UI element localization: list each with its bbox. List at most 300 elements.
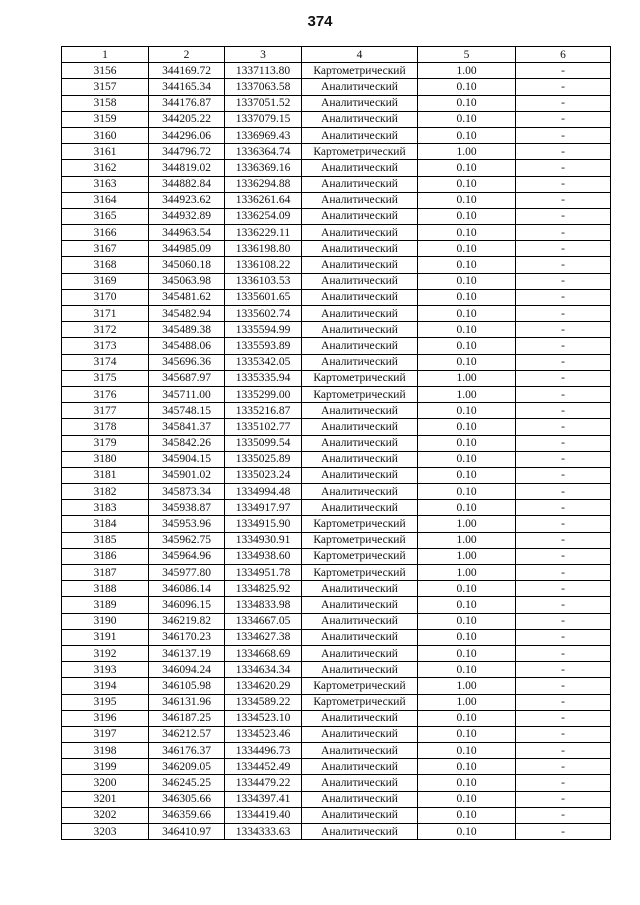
x-coordinate-cell: 346137.19 <box>149 645 225 661</box>
note-cell: - <box>516 807 611 823</box>
note-cell: - <box>516 160 611 176</box>
point-number-cell: 3195 <box>62 694 149 710</box>
accuracy-cell: 1.00 <box>418 532 516 548</box>
method-cell: Аналитический <box>302 613 418 629</box>
method-cell: Аналитический <box>302 629 418 645</box>
y-coordinate-cell: 1336108.22 <box>225 257 302 273</box>
x-coordinate-cell: 346176.37 <box>149 743 225 759</box>
table-row <box>62 484 611 500</box>
point-number-cell: 3196 <box>62 710 149 726</box>
method-cell: Картометрический <box>302 678 418 694</box>
x-coordinate-cell: 345904.15 <box>149 451 225 467</box>
table-row <box>62 273 611 289</box>
accuracy-cell: 1.00 <box>418 694 516 710</box>
point-number-cell: 3194 <box>62 678 149 694</box>
table-body <box>62 63 611 840</box>
accuracy-cell: 1.00 <box>418 565 516 581</box>
point-number-cell: 3193 <box>62 662 149 678</box>
point-number-cell: 3197 <box>62 726 149 742</box>
accuracy-cell: 0.10 <box>418 322 516 338</box>
method-cell: Картометрический <box>302 694 418 710</box>
point-number-cell: 3190 <box>62 613 149 629</box>
y-coordinate-cell: 1337079.15 <box>225 111 302 127</box>
table-row <box>62 678 611 694</box>
point-number-cell: 3181 <box>62 467 149 483</box>
note-cell: - <box>516 354 611 370</box>
x-coordinate-cell: 346212.57 <box>149 726 225 742</box>
note-cell: - <box>516 192 611 208</box>
accuracy-cell: 0.10 <box>418 435 516 451</box>
y-coordinate-cell: 1334825.92 <box>225 581 302 597</box>
table-row <box>62 144 611 160</box>
point-number-cell: 3161 <box>62 144 149 160</box>
x-coordinate-cell: 345977.80 <box>149 565 225 581</box>
y-coordinate-cell: 1337113.80 <box>225 63 302 79</box>
note-cell: - <box>516 241 611 257</box>
point-number-cell: 3170 <box>62 289 149 305</box>
note-cell: - <box>516 208 611 224</box>
point-number-cell: 3191 <box>62 629 149 645</box>
x-coordinate-cell: 346209.05 <box>149 759 225 775</box>
point-number-cell: 3165 <box>62 208 149 224</box>
accuracy-cell: 0.10 <box>418 726 516 742</box>
note-cell: - <box>516 581 611 597</box>
column-header: 4 <box>302 47 418 63</box>
note-cell: - <box>516 111 611 127</box>
point-number-cell: 3166 <box>62 225 149 241</box>
x-coordinate-cell: 345842.26 <box>149 435 225 451</box>
accuracy-cell: 0.10 <box>418 306 516 322</box>
accuracy-cell: 0.10 <box>418 225 516 241</box>
y-coordinate-cell: 1334915.90 <box>225 516 302 532</box>
note-cell: - <box>516 127 611 143</box>
y-coordinate-cell: 1336969.43 <box>225 127 302 143</box>
y-coordinate-cell: 1335601.65 <box>225 289 302 305</box>
table-row <box>62 791 611 807</box>
point-number-cell: 3162 <box>62 160 149 176</box>
method-cell: Аналитический <box>302 111 418 127</box>
note-cell: - <box>516 273 611 289</box>
method-cell: Аналитический <box>302 662 418 678</box>
point-number-cell: 3174 <box>62 354 149 370</box>
x-coordinate-cell: 346410.97 <box>149 824 225 840</box>
point-number-cell: 3199 <box>62 759 149 775</box>
accuracy-cell: 0.10 <box>418 824 516 840</box>
point-number-cell: 3176 <box>62 386 149 402</box>
note-cell: - <box>516 613 611 629</box>
note-cell: - <box>516 726 611 742</box>
note-cell: - <box>516 95 611 111</box>
y-coordinate-cell: 1334333.63 <box>225 824 302 840</box>
x-coordinate-cell: 344205.22 <box>149 111 225 127</box>
table-row <box>62 824 611 840</box>
accuracy-cell: 0.10 <box>418 79 516 95</box>
method-cell: Аналитический <box>302 484 418 500</box>
method-cell: Аналитический <box>302 435 418 451</box>
y-coordinate-cell: 1335593.89 <box>225 338 302 354</box>
method-cell: Аналитический <box>302 775 418 791</box>
x-coordinate-cell: 346096.15 <box>149 597 225 613</box>
x-coordinate-cell: 345482.94 <box>149 306 225 322</box>
x-coordinate-cell: 345060.18 <box>149 257 225 273</box>
table-row <box>62 613 611 629</box>
table-row <box>62 370 611 386</box>
x-coordinate-cell: 345687.97 <box>149 370 225 386</box>
y-coordinate-cell: 1336261.64 <box>225 192 302 208</box>
y-coordinate-cell: 1335102.77 <box>225 419 302 435</box>
point-number-cell: 3201 <box>62 791 149 807</box>
y-coordinate-cell: 1335342.05 <box>225 354 302 370</box>
note-cell: - <box>516 743 611 759</box>
note-cell: - <box>516 144 611 160</box>
method-cell: Аналитический <box>302 581 418 597</box>
y-coordinate-cell: 1334627.38 <box>225 629 302 645</box>
x-coordinate-cell: 345938.87 <box>149 500 225 516</box>
y-coordinate-cell: 1336198.80 <box>225 241 302 257</box>
accuracy-cell: 1.00 <box>418 516 516 532</box>
note-cell: - <box>516 176 611 192</box>
point-number-cell: 3164 <box>62 192 149 208</box>
note-cell: - <box>516 759 611 775</box>
method-cell: Аналитический <box>302 160 418 176</box>
accuracy-cell: 1.00 <box>418 386 516 402</box>
note-cell: - <box>516 824 611 840</box>
accuracy-cell: 1.00 <box>418 144 516 160</box>
note-cell: - <box>516 225 611 241</box>
table-row <box>62 516 611 532</box>
x-coordinate-cell: 345964.96 <box>149 548 225 564</box>
table-row <box>62 160 611 176</box>
accuracy-cell: 0.10 <box>418 241 516 257</box>
y-coordinate-cell: 1334634.34 <box>225 662 302 678</box>
accuracy-cell: 0.10 <box>418 645 516 661</box>
x-coordinate-cell: 346170.23 <box>149 629 225 645</box>
accuracy-cell: 0.10 <box>418 662 516 678</box>
table-row <box>62 710 611 726</box>
note-cell: - <box>516 338 611 354</box>
table-row <box>62 63 611 79</box>
column-header: 5 <box>418 47 516 63</box>
table-row <box>62 95 611 111</box>
y-coordinate-cell: 1336364.74 <box>225 144 302 160</box>
point-number-cell: 3198 <box>62 743 149 759</box>
point-number-cell: 3169 <box>62 273 149 289</box>
accuracy-cell: 0.10 <box>418 743 516 759</box>
point-number-cell: 3172 <box>62 322 149 338</box>
accuracy-cell: 0.10 <box>418 95 516 111</box>
x-coordinate-cell: 346131.96 <box>149 694 225 710</box>
x-coordinate-cell: 344165.34 <box>149 79 225 95</box>
method-cell: Аналитический <box>302 176 418 192</box>
note-cell: - <box>516 451 611 467</box>
x-coordinate-cell: 346105.98 <box>149 678 225 694</box>
note-cell: - <box>516 79 611 95</box>
y-coordinate-cell: 1335023.24 <box>225 467 302 483</box>
table-row <box>62 581 611 597</box>
table-row <box>62 241 611 257</box>
note-cell: - <box>516 467 611 483</box>
method-cell: Аналитический <box>302 127 418 143</box>
table-row <box>62 289 611 305</box>
table-row <box>62 257 611 273</box>
accuracy-cell: 0.10 <box>418 629 516 645</box>
note-cell: - <box>516 565 611 581</box>
point-number-cell: 3168 <box>62 257 149 273</box>
y-coordinate-cell: 1337063.58 <box>225 79 302 95</box>
x-coordinate-cell: 346187.25 <box>149 710 225 726</box>
point-number-cell: 3180 <box>62 451 149 467</box>
point-number-cell: 3192 <box>62 645 149 661</box>
note-cell: - <box>516 597 611 613</box>
table-row <box>62 419 611 435</box>
point-number-cell: 3178 <box>62 419 149 435</box>
method-cell: Аналитический <box>302 791 418 807</box>
point-number-cell: 3187 <box>62 565 149 581</box>
x-coordinate-cell: 344796.72 <box>149 144 225 160</box>
column-header: 6 <box>516 47 611 63</box>
note-cell: - <box>516 484 611 500</box>
y-coordinate-cell: 1334523.46 <box>225 726 302 742</box>
y-coordinate-cell: 1335216.87 <box>225 403 302 419</box>
table-row <box>62 726 611 742</box>
table-row <box>62 645 611 661</box>
point-number-cell: 3173 <box>62 338 149 354</box>
table-row <box>62 662 611 678</box>
table-row <box>62 807 611 823</box>
method-cell: Аналитический <box>302 289 418 305</box>
table-row <box>62 192 611 208</box>
method-cell: Картометрический <box>302 516 418 532</box>
table-row <box>62 306 611 322</box>
table-row <box>62 127 611 143</box>
method-cell: Аналитический <box>302 225 418 241</box>
x-coordinate-cell: 345696.36 <box>149 354 225 370</box>
note-cell: - <box>516 775 611 791</box>
method-cell: Аналитический <box>302 419 418 435</box>
x-coordinate-cell: 345711.00 <box>149 386 225 402</box>
method-cell: Аналитический <box>302 807 418 823</box>
y-coordinate-cell: 1336369.16 <box>225 160 302 176</box>
column-header: 1 <box>62 47 149 63</box>
y-coordinate-cell: 1334917.97 <box>225 500 302 516</box>
method-cell: Аналитический <box>302 241 418 257</box>
y-coordinate-cell: 1336103.53 <box>225 273 302 289</box>
point-number-cell: 3185 <box>62 532 149 548</box>
y-coordinate-cell: 1334479.22 <box>225 775 302 791</box>
note-cell: - <box>516 435 611 451</box>
method-cell: Картометрический <box>302 548 418 564</box>
method-cell: Аналитический <box>302 726 418 742</box>
y-coordinate-cell: 1335602.74 <box>225 306 302 322</box>
method-cell: Картометрический <box>302 370 418 386</box>
method-cell: Аналитический <box>302 95 418 111</box>
table-row <box>62 597 611 613</box>
accuracy-cell: 0.10 <box>418 484 516 500</box>
accuracy-cell: 0.10 <box>418 581 516 597</box>
method-cell: Аналитический <box>302 500 418 516</box>
note-cell: - <box>516 257 611 273</box>
method-cell: Картометрический <box>302 565 418 581</box>
y-coordinate-cell: 1336229.11 <box>225 225 302 241</box>
accuracy-cell: 0.10 <box>418 192 516 208</box>
method-cell: Аналитический <box>302 403 418 419</box>
table-row <box>62 759 611 775</box>
x-coordinate-cell: 345488.06 <box>149 338 225 354</box>
accuracy-cell: 0.10 <box>418 354 516 370</box>
accuracy-cell: 0.10 <box>418 176 516 192</box>
y-coordinate-cell: 1334523.10 <box>225 710 302 726</box>
method-cell: Картометрический <box>302 63 418 79</box>
note-cell: - <box>516 63 611 79</box>
point-number-cell: 3156 <box>62 63 149 79</box>
accuracy-cell: 0.10 <box>418 451 516 467</box>
y-coordinate-cell: 1334994.48 <box>225 484 302 500</box>
y-coordinate-cell: 1334620.29 <box>225 678 302 694</box>
accuracy-cell: 1.00 <box>418 678 516 694</box>
note-cell: - <box>516 791 611 807</box>
x-coordinate-cell: 344932.89 <box>149 208 225 224</box>
accuracy-cell: 1.00 <box>418 63 516 79</box>
accuracy-cell: 0.10 <box>418 613 516 629</box>
table-row <box>62 500 611 516</box>
accuracy-cell: 1.00 <box>418 548 516 564</box>
accuracy-cell: 1.00 <box>418 370 516 386</box>
point-number-cell: 3171 <box>62 306 149 322</box>
table-header-row <box>62 47 611 63</box>
method-cell: Аналитический <box>302 467 418 483</box>
point-number-cell: 3158 <box>62 95 149 111</box>
y-coordinate-cell: 1334397.41 <box>225 791 302 807</box>
accuracy-cell: 0.10 <box>418 791 516 807</box>
note-cell: - <box>516 662 611 678</box>
accuracy-cell: 0.10 <box>418 111 516 127</box>
note-cell: - <box>516 678 611 694</box>
method-cell: Аналитический <box>302 710 418 726</box>
table-row <box>62 548 611 564</box>
table-row <box>62 176 611 192</box>
method-cell: Картометрический <box>302 386 418 402</box>
accuracy-cell: 0.10 <box>418 257 516 273</box>
table-row <box>62 225 611 241</box>
method-cell: Аналитический <box>302 743 418 759</box>
point-number-cell: 3177 <box>62 403 149 419</box>
y-coordinate-cell: 1335594.99 <box>225 322 302 338</box>
y-coordinate-cell: 1334668.69 <box>225 645 302 661</box>
note-cell: - <box>516 370 611 386</box>
table-row <box>62 386 611 402</box>
y-coordinate-cell: 1334496.73 <box>225 743 302 759</box>
x-coordinate-cell: 344819.02 <box>149 160 225 176</box>
accuracy-cell: 0.10 <box>418 127 516 143</box>
note-cell: - <box>516 694 611 710</box>
point-number-cell: 3184 <box>62 516 149 532</box>
y-coordinate-cell: 1337051.52 <box>225 95 302 111</box>
method-cell: Аналитический <box>302 273 418 289</box>
x-coordinate-cell: 345873.34 <box>149 484 225 500</box>
y-coordinate-cell: 1335299.00 <box>225 386 302 402</box>
x-coordinate-cell: 345489.38 <box>149 322 225 338</box>
table-row <box>62 775 611 791</box>
note-cell: - <box>516 645 611 661</box>
point-number-cell: 3160 <box>62 127 149 143</box>
x-coordinate-cell: 345748.15 <box>149 403 225 419</box>
point-number-cell: 3175 <box>62 370 149 386</box>
point-number-cell: 3188 <box>62 581 149 597</box>
note-cell: - <box>516 419 611 435</box>
method-cell: Аналитический <box>302 338 418 354</box>
accuracy-cell: 0.10 <box>418 500 516 516</box>
method-cell: Аналитический <box>302 208 418 224</box>
point-number-cell: 3200 <box>62 775 149 791</box>
method-cell: Аналитический <box>302 79 418 95</box>
table-row <box>62 629 611 645</box>
method-cell: Аналитический <box>302 322 418 338</box>
accuracy-cell: 0.10 <box>418 273 516 289</box>
x-coordinate-cell: 346219.82 <box>149 613 225 629</box>
table-row <box>62 532 611 548</box>
point-number-cell: 3179 <box>62 435 149 451</box>
point-number-cell: 3203 <box>62 824 149 840</box>
table-row <box>62 322 611 338</box>
note-cell: - <box>516 289 611 305</box>
accuracy-cell: 0.10 <box>418 775 516 791</box>
page-number: 374 <box>307 13 333 30</box>
accuracy-cell: 0.10 <box>418 467 516 483</box>
table-row <box>62 694 611 710</box>
table-row <box>62 354 611 370</box>
x-coordinate-cell: 344923.62 <box>149 192 225 208</box>
method-cell: Аналитический <box>302 257 418 273</box>
point-number-cell: 3202 <box>62 807 149 823</box>
x-coordinate-cell: 345953.96 <box>149 516 225 532</box>
y-coordinate-cell: 1334667.05 <box>225 613 302 629</box>
x-coordinate-cell: 346359.66 <box>149 807 225 823</box>
accuracy-cell: 0.10 <box>418 597 516 613</box>
table-row <box>62 338 611 354</box>
method-cell: Аналитический <box>302 597 418 613</box>
table-row <box>62 467 611 483</box>
accuracy-cell: 0.10 <box>418 419 516 435</box>
method-cell: Картометрический <box>302 144 418 160</box>
x-coordinate-cell: 345481.62 <box>149 289 225 305</box>
point-number-cell: 3159 <box>62 111 149 127</box>
column-header: 2 <box>149 47 225 63</box>
method-cell: Аналитический <box>302 354 418 370</box>
note-cell: - <box>516 516 611 532</box>
note-cell: - <box>516 322 611 338</box>
x-coordinate-cell: 345962.75 <box>149 532 225 548</box>
note-cell: - <box>516 386 611 402</box>
method-cell: Аналитический <box>302 824 418 840</box>
column-header: 3 <box>225 47 302 63</box>
method-cell: Аналитический <box>302 645 418 661</box>
point-number-cell: 3182 <box>62 484 149 500</box>
table-row <box>62 743 611 759</box>
y-coordinate-cell: 1334452.49 <box>225 759 302 775</box>
point-number-cell: 3167 <box>62 241 149 257</box>
x-coordinate-cell: 344963.54 <box>149 225 225 241</box>
y-coordinate-cell: 1336254.09 <box>225 208 302 224</box>
x-coordinate-cell: 346245.25 <box>149 775 225 791</box>
point-number-cell: 3189 <box>62 597 149 613</box>
y-coordinate-cell: 1334930.91 <box>225 532 302 548</box>
point-number-cell: 3157 <box>62 79 149 95</box>
point-number-cell: 3163 <box>62 176 149 192</box>
note-cell: - <box>516 500 611 516</box>
y-coordinate-cell: 1336294.88 <box>225 176 302 192</box>
y-coordinate-cell: 1334589.22 <box>225 694 302 710</box>
accuracy-cell: 0.10 <box>418 807 516 823</box>
